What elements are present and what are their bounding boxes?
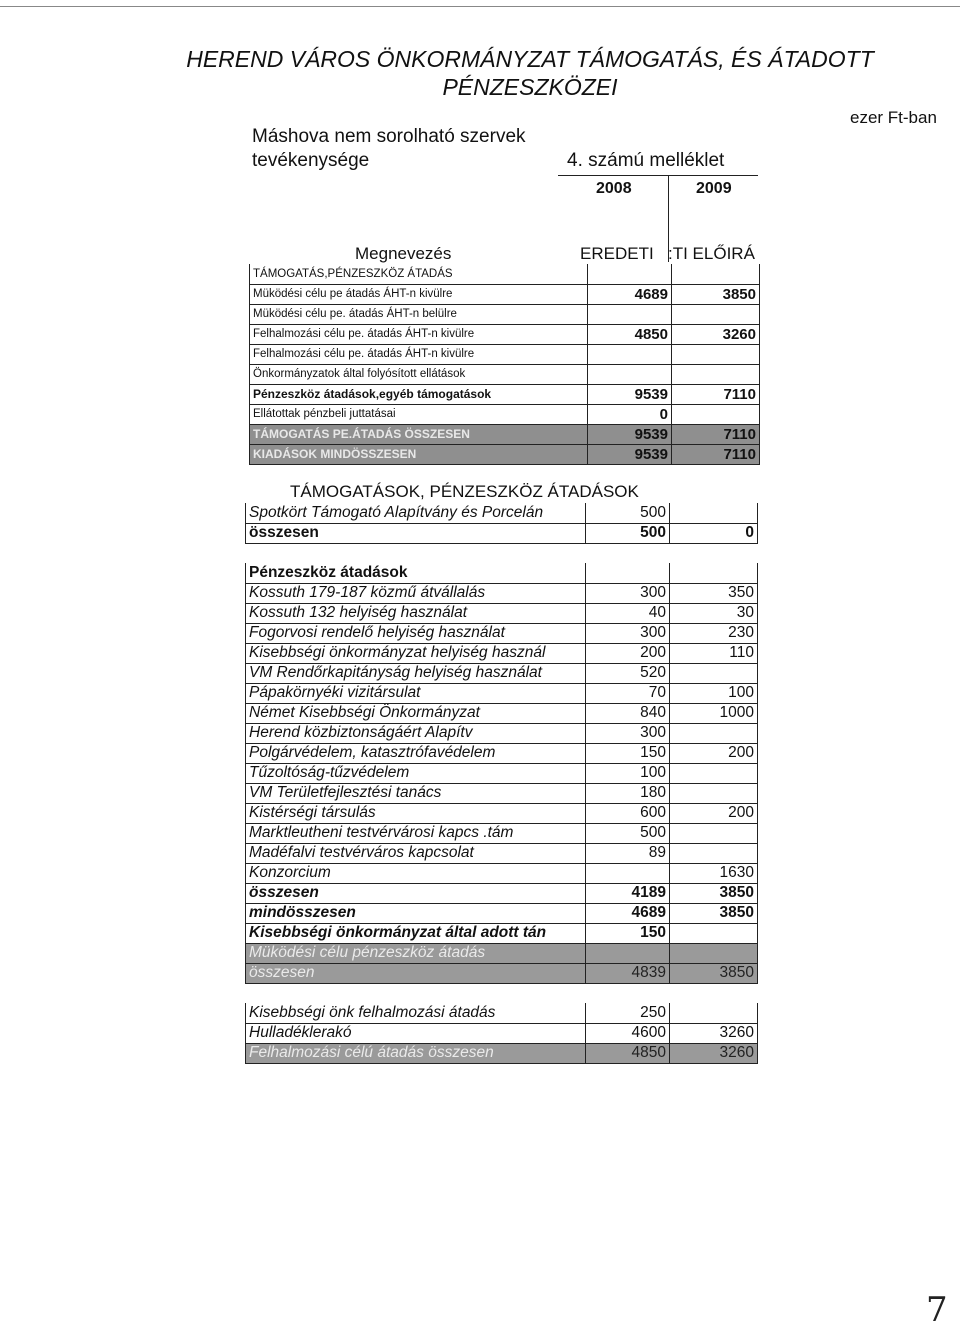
value-col2 xyxy=(670,563,758,583)
value-col2 xyxy=(670,843,758,863)
value-col2 xyxy=(672,264,760,284)
row-label: Herend közbiztonságáért Alapítv xyxy=(246,723,586,743)
value-col1: 4850 xyxy=(588,324,672,344)
row-label xyxy=(246,543,586,563)
row-label: Önkormányzatok által folyósított ellátások xyxy=(250,364,588,384)
row-label: VM Rendőrkapitányság helyiség használat xyxy=(246,663,586,683)
table-row xyxy=(246,983,758,1003)
table-row xyxy=(250,284,760,304)
table-row xyxy=(246,543,758,563)
value-col2 xyxy=(672,364,760,384)
row-label: összesen xyxy=(246,523,586,543)
value-col2 xyxy=(670,823,758,843)
row-label: mindösszesen xyxy=(246,903,586,923)
value-col1 xyxy=(588,304,672,324)
row-label: Kisebbségi önkormányzat által adott tán xyxy=(246,923,586,943)
subtitle-line1: Máshova nem sorolható szervek xyxy=(252,126,526,147)
table-row xyxy=(250,304,760,324)
row-label: Felhalmozási célu pe. átadás ÁHT-n kivülre xyxy=(250,344,588,364)
value-col1: 100 xyxy=(586,763,670,783)
value-col2: 200 xyxy=(670,743,758,763)
value-col1: 520 xyxy=(586,663,670,683)
value-col2: 30 xyxy=(670,603,758,623)
column-header-name: Megnevezés xyxy=(355,244,452,263)
value-col2 xyxy=(670,723,758,743)
value-col1: 4600 xyxy=(586,1023,670,1043)
value-col2 xyxy=(670,983,758,1003)
row-label: összesen xyxy=(246,963,586,983)
table-row xyxy=(246,1043,758,1063)
table-row xyxy=(246,963,758,983)
value-col2 xyxy=(670,783,758,803)
value-col2: 100 xyxy=(670,683,758,703)
value-col2: 7110 xyxy=(672,444,760,464)
value-col2: 230 xyxy=(670,623,758,643)
row-label: TÁMOGATÁS PE.ÁTADÁS ÖSSZESEN xyxy=(250,424,588,444)
value-col2: 3850 xyxy=(672,284,760,304)
value-col2 xyxy=(672,404,760,424)
table-row xyxy=(246,803,758,823)
table-row xyxy=(250,324,760,344)
value-col1 xyxy=(588,264,672,284)
value-col1: 300 xyxy=(586,583,670,603)
table-row xyxy=(246,503,758,523)
table-row xyxy=(250,404,760,424)
document-title-line2: PÉNZESZKÖZEI xyxy=(442,74,618,100)
row-label: Felhalmozási célú átadás összesen xyxy=(246,1043,586,1063)
value-col2 xyxy=(670,923,758,943)
value-col2 xyxy=(670,943,758,963)
value-col2: 3850 xyxy=(670,963,758,983)
row-label: Müködési célu pe. átadás ÁHT-n belülre xyxy=(250,304,588,324)
value-col1: 4189 xyxy=(586,883,670,903)
handwritten-page-number: 7 xyxy=(926,1290,948,1330)
column-header-estimate: :TI ELŐIRÁ xyxy=(668,244,755,263)
value-col2 xyxy=(672,304,760,324)
value-col1: 9539 xyxy=(588,444,672,464)
value-col1: 200 xyxy=(586,643,670,663)
row-label: Tűzoltóság-tűzvédelem xyxy=(246,763,586,783)
value-col1: 300 xyxy=(586,723,670,743)
row-label: Fogorvosi rendelő helyiség használat xyxy=(246,623,586,643)
summary-table xyxy=(249,264,760,465)
value-col1 xyxy=(586,563,670,583)
row-label: Marktleutheni testvérvárosi kapcs .tám xyxy=(246,823,586,843)
table-row xyxy=(246,583,758,603)
row-label: Kisebbségi önk felhalmozási átadás xyxy=(246,1003,586,1023)
table-row xyxy=(250,424,760,444)
table-row xyxy=(250,444,760,464)
value-col1 xyxy=(586,543,670,563)
value-col2: 1630 xyxy=(670,863,758,883)
value-col1: 250 xyxy=(586,1003,670,1023)
table-row xyxy=(246,883,758,903)
value-col2: 200 xyxy=(670,803,758,823)
row-label: Müködési célu pénzeszköz átadás xyxy=(246,943,586,963)
value-col1: 40 xyxy=(586,603,670,623)
table-row xyxy=(246,603,758,623)
table-row xyxy=(246,703,758,723)
value-col2 xyxy=(670,543,758,563)
value-col1: 500 xyxy=(586,523,670,543)
row-label: Kistérségi társulás xyxy=(246,803,586,823)
value-col2: 0 xyxy=(670,523,758,543)
value-col1: 600 xyxy=(586,803,670,823)
row-label xyxy=(246,983,586,1003)
year-2009: 2009 xyxy=(696,180,732,197)
row-label: összesen xyxy=(246,883,586,903)
value-col2: 3260 xyxy=(672,324,760,344)
table-row xyxy=(246,663,758,683)
value-col2 xyxy=(670,1003,758,1023)
row-label: Kossuth 132 helyiség használat xyxy=(246,603,586,623)
row-label: Kisebbségi önkormányzat helyiség használ xyxy=(246,643,586,663)
table-row xyxy=(246,823,758,843)
value-col1: 180 xyxy=(586,783,670,803)
value-col2: 3850 xyxy=(670,883,758,903)
row-label: VM Területfejlesztési tanács xyxy=(246,783,586,803)
table-row xyxy=(246,903,758,923)
value-col2: 3260 xyxy=(670,1023,758,1043)
value-col1: 500 xyxy=(586,503,670,523)
table-row xyxy=(246,623,758,643)
table-row xyxy=(246,763,758,783)
table-row xyxy=(246,843,758,863)
value-col2 xyxy=(670,663,758,683)
value-col1: 4839 xyxy=(586,963,670,983)
value-col1 xyxy=(586,943,670,963)
table-row xyxy=(246,523,758,543)
unit-label: ezer Ft-ban xyxy=(850,108,937,127)
value-col1: 89 xyxy=(586,843,670,863)
value-col1: 4689 xyxy=(586,903,670,923)
row-label: Pénzeszköz átadások,egyéb támogatások xyxy=(250,384,588,404)
document-title-line1: HEREND VÁROS ÖNKORMÁNYZAT TÁMOGATÁS, ÉS ÁTADOTT xyxy=(186,46,874,72)
table-row xyxy=(246,1003,758,1023)
row-label: TÁMOGATÁS,PÉNZESZKÖZ ÁTADÁS xyxy=(250,264,588,284)
subtitle-line2: tevékenysége xyxy=(252,150,370,171)
row-label: Pápakörnyéki vizitársulat xyxy=(246,683,586,703)
value-col2: 1000 xyxy=(670,703,758,723)
value-col1 xyxy=(586,983,670,1003)
value-col2 xyxy=(670,503,758,523)
table-row xyxy=(250,344,760,364)
value-col1 xyxy=(588,364,672,384)
value-col2 xyxy=(670,763,758,783)
annex-label: 4. számú melléklet xyxy=(567,150,725,171)
value-col2: 7110 xyxy=(672,424,760,444)
table-row xyxy=(250,264,760,284)
table-row xyxy=(246,723,758,743)
table-row xyxy=(246,783,758,803)
value-col1: 300 xyxy=(586,623,670,643)
value-col1: 840 xyxy=(586,703,670,723)
row-label: Német Kisebbségi Önkormányzat xyxy=(246,703,586,723)
value-col2: 3850 xyxy=(670,903,758,923)
value-col1: 4850 xyxy=(586,1043,670,1063)
value-col1: 150 xyxy=(586,923,670,943)
section-title: TÁMOGATÁSOK, PÉNZESZKÖZ ÁTADÁSOK xyxy=(290,482,639,501)
table-row xyxy=(250,364,760,384)
year-2008: 2008 xyxy=(596,180,632,197)
row-label: Hulladéklerakó xyxy=(246,1023,586,1043)
value-col1: 500 xyxy=(586,823,670,843)
value-col2: 3260 xyxy=(670,1043,758,1063)
table-row xyxy=(246,943,758,963)
table-row xyxy=(246,863,758,883)
top-edge-line xyxy=(0,6,960,7)
row-label: Spotkört Támogató Alapítvány és Porcelán xyxy=(246,503,586,523)
transfers-table xyxy=(245,503,758,1064)
row-label: Konzorcium xyxy=(246,863,586,883)
value-col1: 9539 xyxy=(588,424,672,444)
row-label: Müködési célu pe átadás ÁHT-n kivülre xyxy=(250,284,588,304)
table-row xyxy=(246,743,758,763)
table-row xyxy=(246,1023,758,1043)
row-label: Kossuth 179-187 közmű átvállalás xyxy=(246,583,586,603)
column-header-original: EREDETI xyxy=(580,244,654,263)
row-label: KIADÁSOK MINDÖSSZESEN xyxy=(250,444,588,464)
row-label: Madéfalvi testvérváros kapcsolat xyxy=(246,843,586,863)
value-col1: 70 xyxy=(586,683,670,703)
value-col1: 150 xyxy=(586,743,670,763)
table-row xyxy=(250,384,760,404)
row-label: Pénzeszköz átadások xyxy=(246,563,586,583)
row-label: Ellátottak pénzbeli juttatásai xyxy=(250,404,588,424)
row-label: Felhalmozási célu pe. átadás ÁHT-n kivülre xyxy=(250,324,588,344)
table-row xyxy=(246,643,758,663)
value-col2: 7110 xyxy=(672,384,760,404)
value-col1 xyxy=(588,344,672,364)
value-col2: 110 xyxy=(670,643,758,663)
table-row xyxy=(246,923,758,943)
value-col1 xyxy=(586,863,670,883)
value-col2: 350 xyxy=(670,583,758,603)
value-col1: 0 xyxy=(588,404,672,424)
value-col1: 9539 xyxy=(588,384,672,404)
value-col1: 4689 xyxy=(588,284,672,304)
table-row xyxy=(246,683,758,703)
value-col2 xyxy=(672,344,760,364)
row-label: Polgárvédelem, katasztrófavédelem xyxy=(246,743,586,763)
table-row xyxy=(246,563,758,583)
year-header xyxy=(558,175,758,206)
